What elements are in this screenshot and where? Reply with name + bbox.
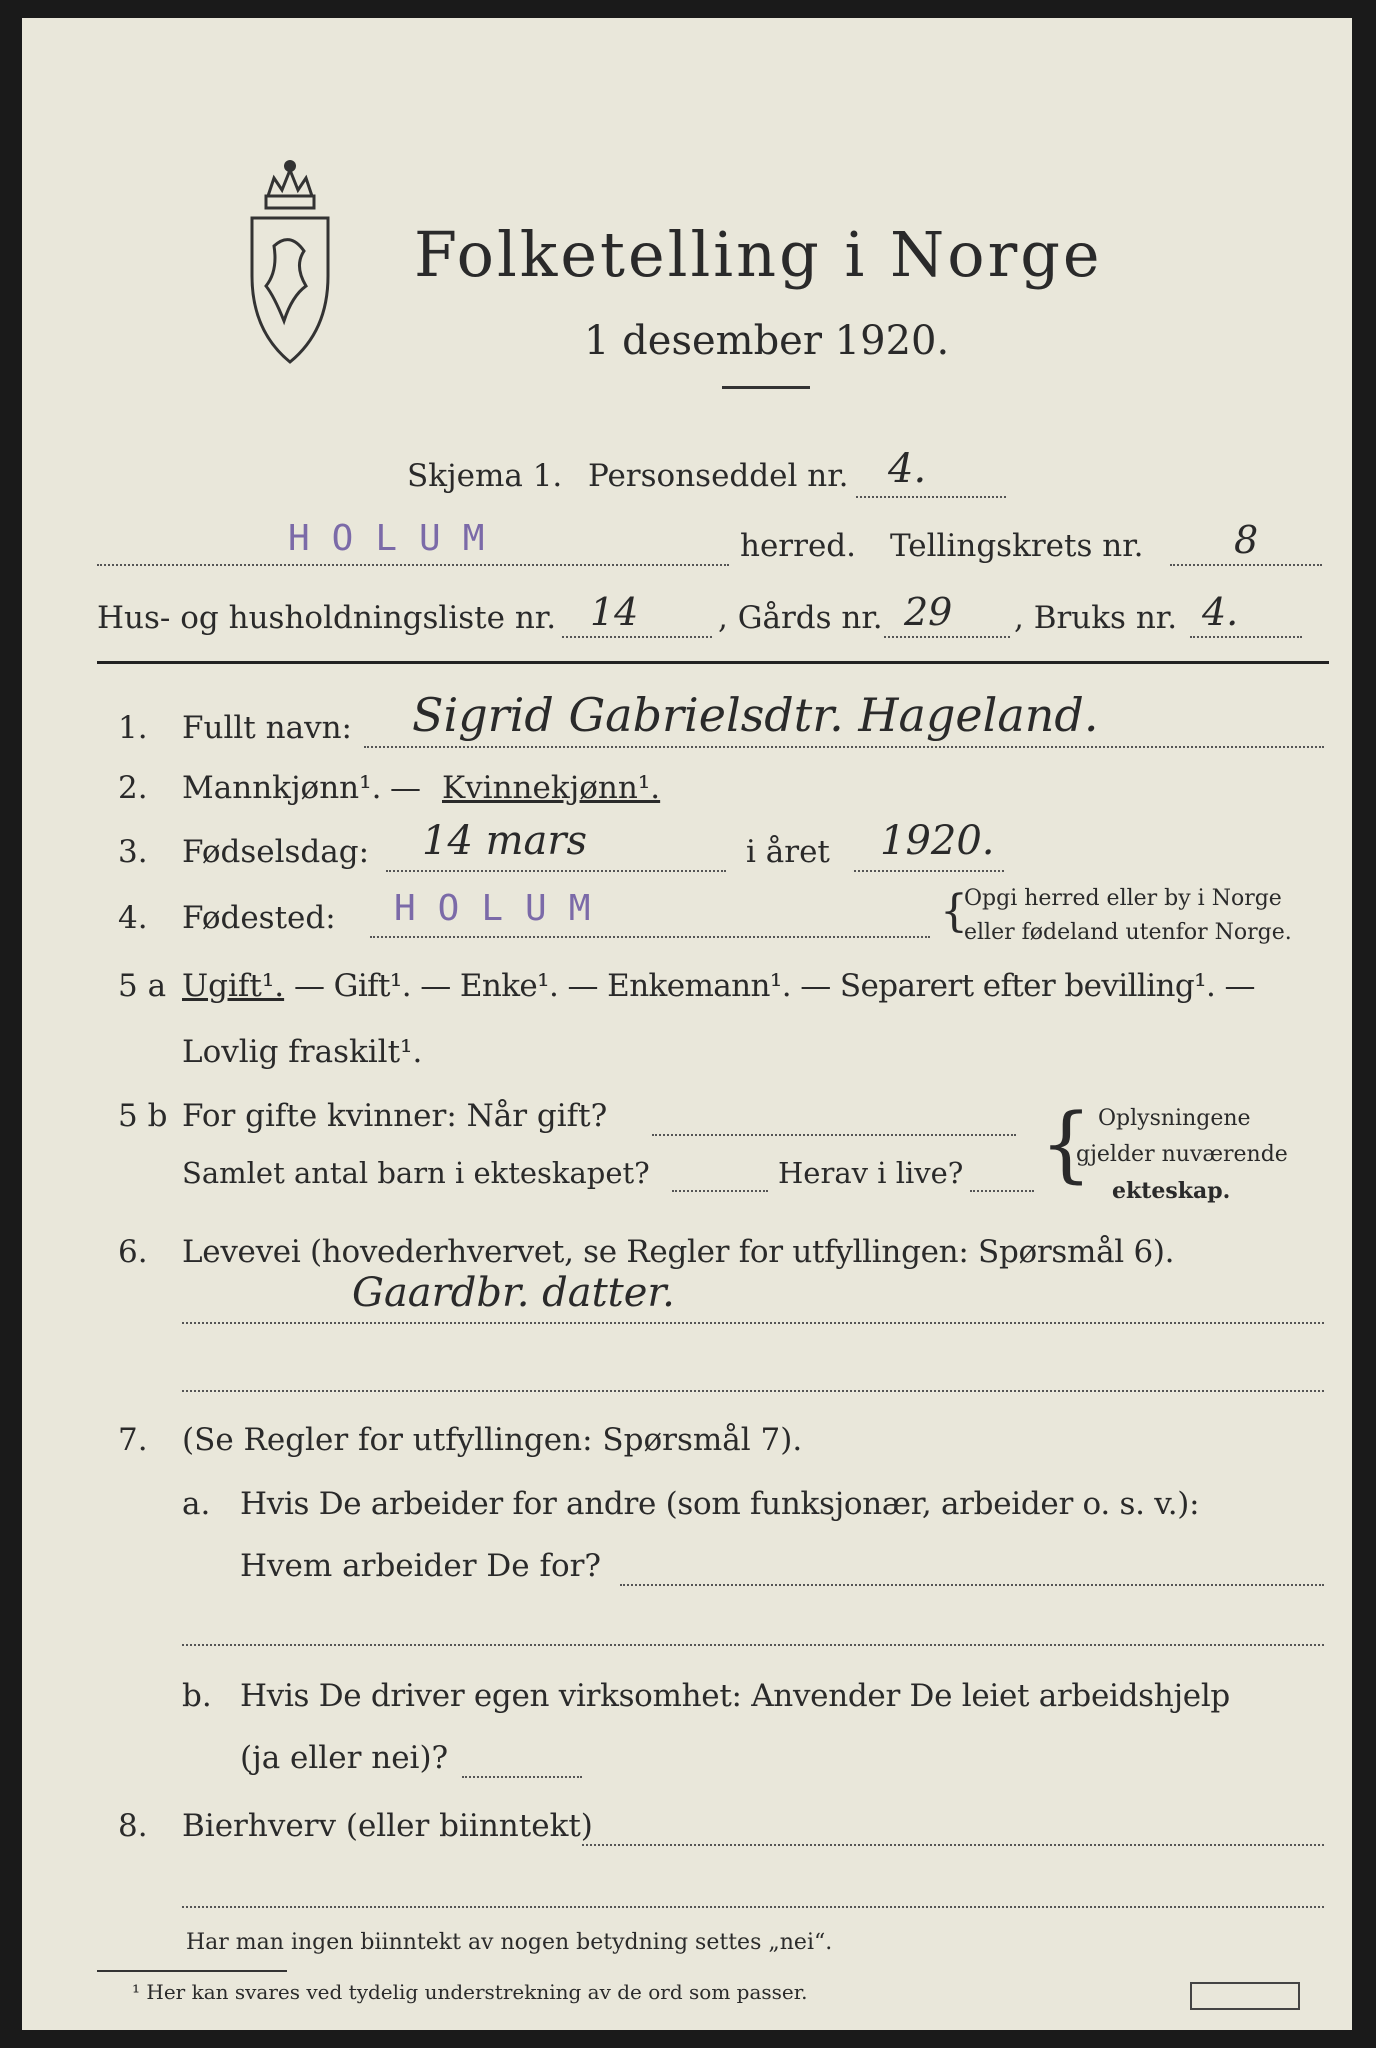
title-divider [722,386,810,389]
bruks-line [1190,636,1302,638]
q4-note-1: Opgi herred eller by i Norge [964,886,1282,911]
q3-number: 3. [118,834,148,870]
gards-label: , Gårds nr. [718,600,883,636]
q7b-line-1: Hvis De driver egen virksomhet: Anvender De leiet arbeidshjelp [240,1678,1230,1714]
schema-label: Skjema 1. [407,458,563,494]
q5b-brace: { [1040,1097,1093,1192]
q2-male[interactable]: Mannkjønn¹. [182,770,382,806]
husholdning-label: Hus- og husholdningsliste nr. [97,600,557,636]
q2-number: 2. [118,770,148,806]
herred-label: herred. [740,528,856,564]
q3-label: Fødselsdag: [182,834,370,870]
coat-of-arms-icon [244,156,336,370]
q5b-married-label: For gifte kvinner: Når gift? [182,1098,608,1134]
q5b-number: 5 b [118,1098,168,1134]
q4-number: 4. [118,900,148,936]
q4-brace: { [940,886,968,937]
herred-line [97,564,729,566]
q5a-number: 5 a [118,968,167,1004]
herred-value[interactable]: HOLUM [288,518,507,559]
q5b-children-line [672,1190,768,1192]
q3-year-line [854,870,1004,872]
personseddel-label: Personseddel nr. [588,458,849,494]
q5b-note-3: ekteskap. [1112,1178,1231,1204]
q4-value[interactable]: HOLUM [394,888,613,929]
q5b-alive-line [970,1190,1034,1192]
q6-line-2 [182,1390,1324,1392]
q2-female[interactable]: Kvinnekjønn¹. [442,770,661,806]
tellingskrets-line [1170,564,1322,566]
q7a-answer-line-2 [182,1644,1324,1646]
q6-line-1 [182,1322,1324,1324]
bruks-value[interactable]: 4. [1202,590,1239,634]
q3-year-label: i året [746,834,830,870]
q8-line-1 [582,1844,1324,1846]
q3-value[interactable]: 14 mars [422,818,588,864]
q4-label: Fødested: [182,900,336,936]
q5b-note-2: gjelder nuværende [1076,1142,1288,1167]
q6-value[interactable]: Gaardbr. datter. [352,1270,675,1316]
q7a-line-1: Hvis De arbeider for andre (som funksjonær, arbeider o. s. v.): [240,1486,1200,1522]
q4-line [370,936,930,938]
q5a-options[interactable]: — Gift¹. — Enke¹. — Enkemann¹. — Separert efter bevilling¹. — [294,968,1255,1004]
q5a-ugift[interactable]: Ugift¹. [182,968,285,1004]
q7a-number: a. [182,1486,211,1522]
q1-line [364,746,1324,748]
q7b-answer-line [462,1776,582,1778]
printer-stamp [1190,1982,1300,2010]
q7b-line-2: (ja eller nei)? [240,1740,449,1776]
q2-sep: — [390,770,421,806]
header-rule [97,661,1329,664]
q7-label: (Se Regler for utfyllingen: Spørsmål 7). [182,1422,803,1458]
gards-line [884,636,1010,638]
q5b-children-label: Samlet antal barn i ekteskapet? [182,1156,650,1190]
personseddel-value[interactable]: 4. [888,446,927,492]
q8-number: 8. [118,1808,148,1844]
note-nei: Har man ingen biinntekt av nogen betydning settes „nei“. [186,1930,833,1955]
gards-value[interactable]: 29 [904,590,953,634]
tellingskrets-value[interactable]: 8 [1234,518,1259,562]
q5b-alive-label: Herav i live? [778,1156,964,1190]
q1-label: Fullt navn: [182,710,352,746]
q5b-married-line [652,1134,1016,1136]
census-form [22,18,1352,2030]
footnote: ¹ Her kan svares ved tydelig understrekning av de ord som passer. [132,1980,808,2004]
q6-number: 6. [118,1234,148,1270]
form-date: 1 desember 1920. [584,318,950,364]
tellingskrets-label: Tellingskrets nr. [890,528,1144,564]
q7-number: 7. [118,1422,148,1458]
q1-value[interactable]: Sigrid Gabrielsdtr. Hageland. [412,688,1099,742]
husholdning-line [562,636,712,638]
q5b-note-1: Oplysningene [1098,1106,1251,1131]
q3-year-value[interactable]: 1920. [880,818,995,864]
q7b-number: b. [182,1678,212,1714]
q8-label: Bierhverv (eller biinntekt) [182,1808,593,1844]
personseddel-line [856,496,1006,498]
bruks-label: , Bruks nr. [1014,600,1178,636]
footnote-rule [97,1970,287,1972]
q4-note-2: eller fødeland utenfor Norge. [964,920,1292,945]
q7a-line-2: Hvem arbeider De for? [240,1548,602,1584]
q7a-answer-line [620,1584,1324,1586]
q1-number: 1. [118,710,148,746]
form-title: Folketelling i Norge [414,218,1103,291]
q6-label: Levevei (hovederhvervet, se Regler for utfyllingen: Spørsmål 6). [182,1234,1175,1270]
q5a-fraskilt[interactable]: Lovlig fraskilt¹. [182,1034,423,1070]
husholdning-value[interactable]: 14 [590,590,639,634]
q3-line [386,870,726,872]
q8-line-2 [182,1906,1324,1908]
